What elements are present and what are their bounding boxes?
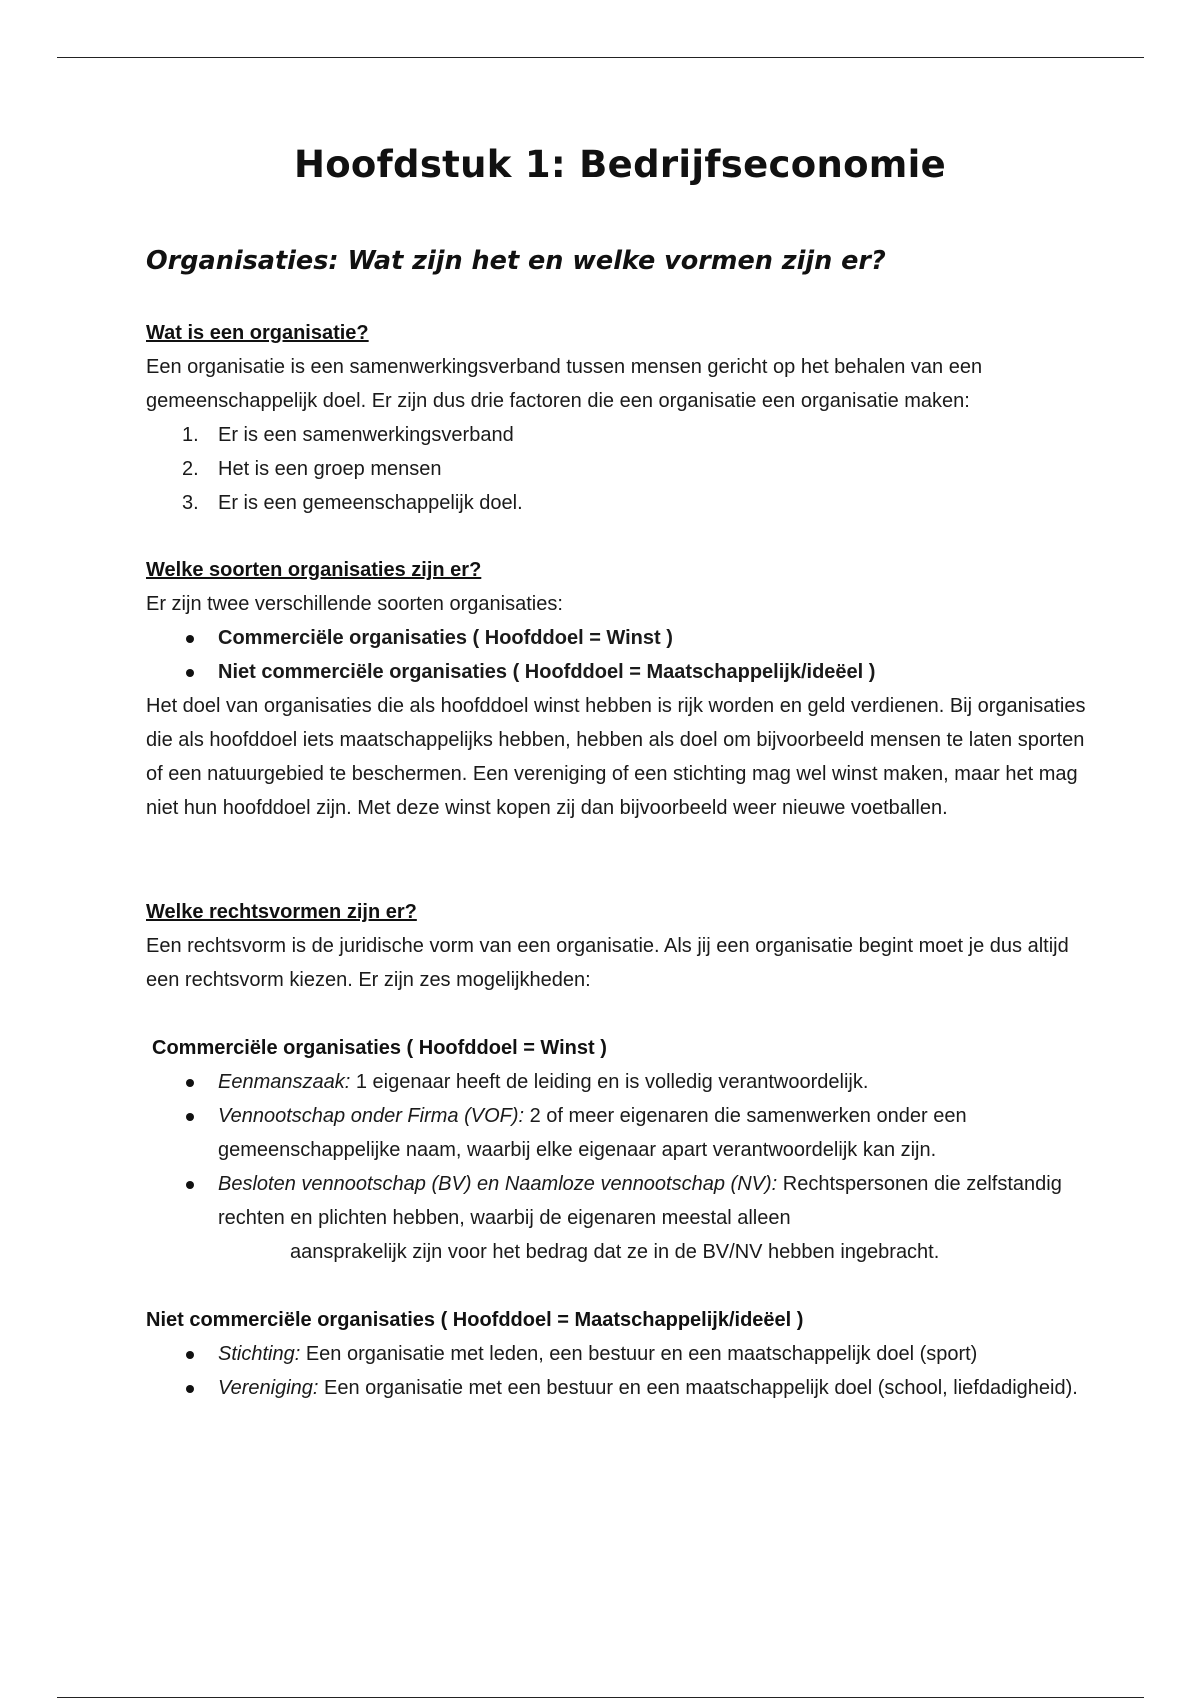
paragraph: Een organisatie is een samenwerkingsverband tussen mensen gericht op het behalen van een gemeenschappelijk doel. Er zijn dus drie factoren die een organisatie een organisatie maken: — [146, 356, 983, 412]
bottom-rule — [57, 1697, 1144, 1698]
section-legal-forms — [146, 895, 1091, 1405]
page-title: Hoofdstuk 1: Bedrijfseconomie — [293, 143, 947, 186]
bullet-list — [146, 1065, 1091, 1269]
section-heading: Welke soorten organisaties zijn er? — [146, 559, 482, 581]
section-heading: Wat is een organisatie? — [146, 322, 369, 344]
list-item: Niet commerciële organisaties ( Hoofddoel = Maatschappelijk/ideëel ) — [146, 655, 1091, 689]
top-rule — [57, 57, 1144, 58]
section-types-of-organisations — [146, 553, 1091, 825]
noncommercial-heading: Niet commerciële organisaties ( Hoofddoel = Maatschappelijk/ideëel ) — [146, 1309, 804, 1331]
list-item: Vennootschap onder Firma (VOF): 2 of meer eigenaren die samenwerken onder een gemeenschappelijke naam, waarbij elke eigenaar apart verantwoordelijk kan zijn. — [146, 1099, 1091, 1167]
commercial-heading: Commerciële organisaties ( Hoofddoel = Winst ) — [152, 1037, 607, 1059]
list-item: Eenmanszaak: 1 eigenaar heeft de leiding en is volledig verantwoordelijk. — [146, 1065, 1091, 1099]
list-item: Vereniging: Een organisatie met een bestuur en een maatschappelijk doel (school, liefdadigheid). — [146, 1371, 1091, 1405]
section-heading: Welke rechtsvormen zijn er? — [146, 901, 417, 923]
subtitle: Organisaties: Wat zijn het en welke vormen zijn er? — [146, 246, 886, 276]
bullet-list — [146, 621, 1091, 689]
paragraph: Er zijn twee verschillende soorten organisaties: — [146, 593, 563, 615]
numbered-list — [146, 418, 1091, 520]
list-item: Commerciële organisaties ( Hoofddoel = Winst ) — [146, 621, 1091, 655]
list-item: 1. Er is een samenwerkingsverband — [182, 424, 514, 446]
list-item: Besloten vennootschap (BV) en Naamloze vennootschap (NV): Rechtspersonen die zelfstandig rechten en plichten hebben, waarbij de eigenaren meestal alleen aansprakelijk zijn voor het bedrag dat ze in de BV/NV hebben ingebracht. — [146, 1167, 1091, 1269]
paragraph: Het doel van organisaties die als hoofddoel winst hebben is rijk worden en geld verdienen. Bij organisaties die als hoofddoel iets maatschappelijks hebben, hebben als doel om bijvoorbeeld mensen te laten sporten of een natuurgebied te beschermen. Een vereniging of een stichting mag wel winst maken, maar het mag niet hun hoofddoel zijn. Met deze winst kopen zij dan bijvoorbeeld weer nieuwe voetballen. — [146, 695, 1086, 819]
list-item: Stichting: Een organisatie met leden, een bestuur en een maatschappelijk doel (sport) — [146, 1337, 1091, 1371]
section-what-is-organisation — [146, 316, 1091, 520]
list-item: 2. Het is een groep mensen — [182, 458, 442, 480]
bullet-list — [146, 1337, 1091, 1405]
list-item: 3. Er is een gemeenschappelijk doel. — [182, 492, 523, 514]
paragraph: Een rechtsvorm is de juridische vorm van een organisatie. Als jij een organisatie begint moet je dus altijd een rechtsvorm kiezen. Er zijn zes mogelijkheden: — [146, 935, 1069, 991]
